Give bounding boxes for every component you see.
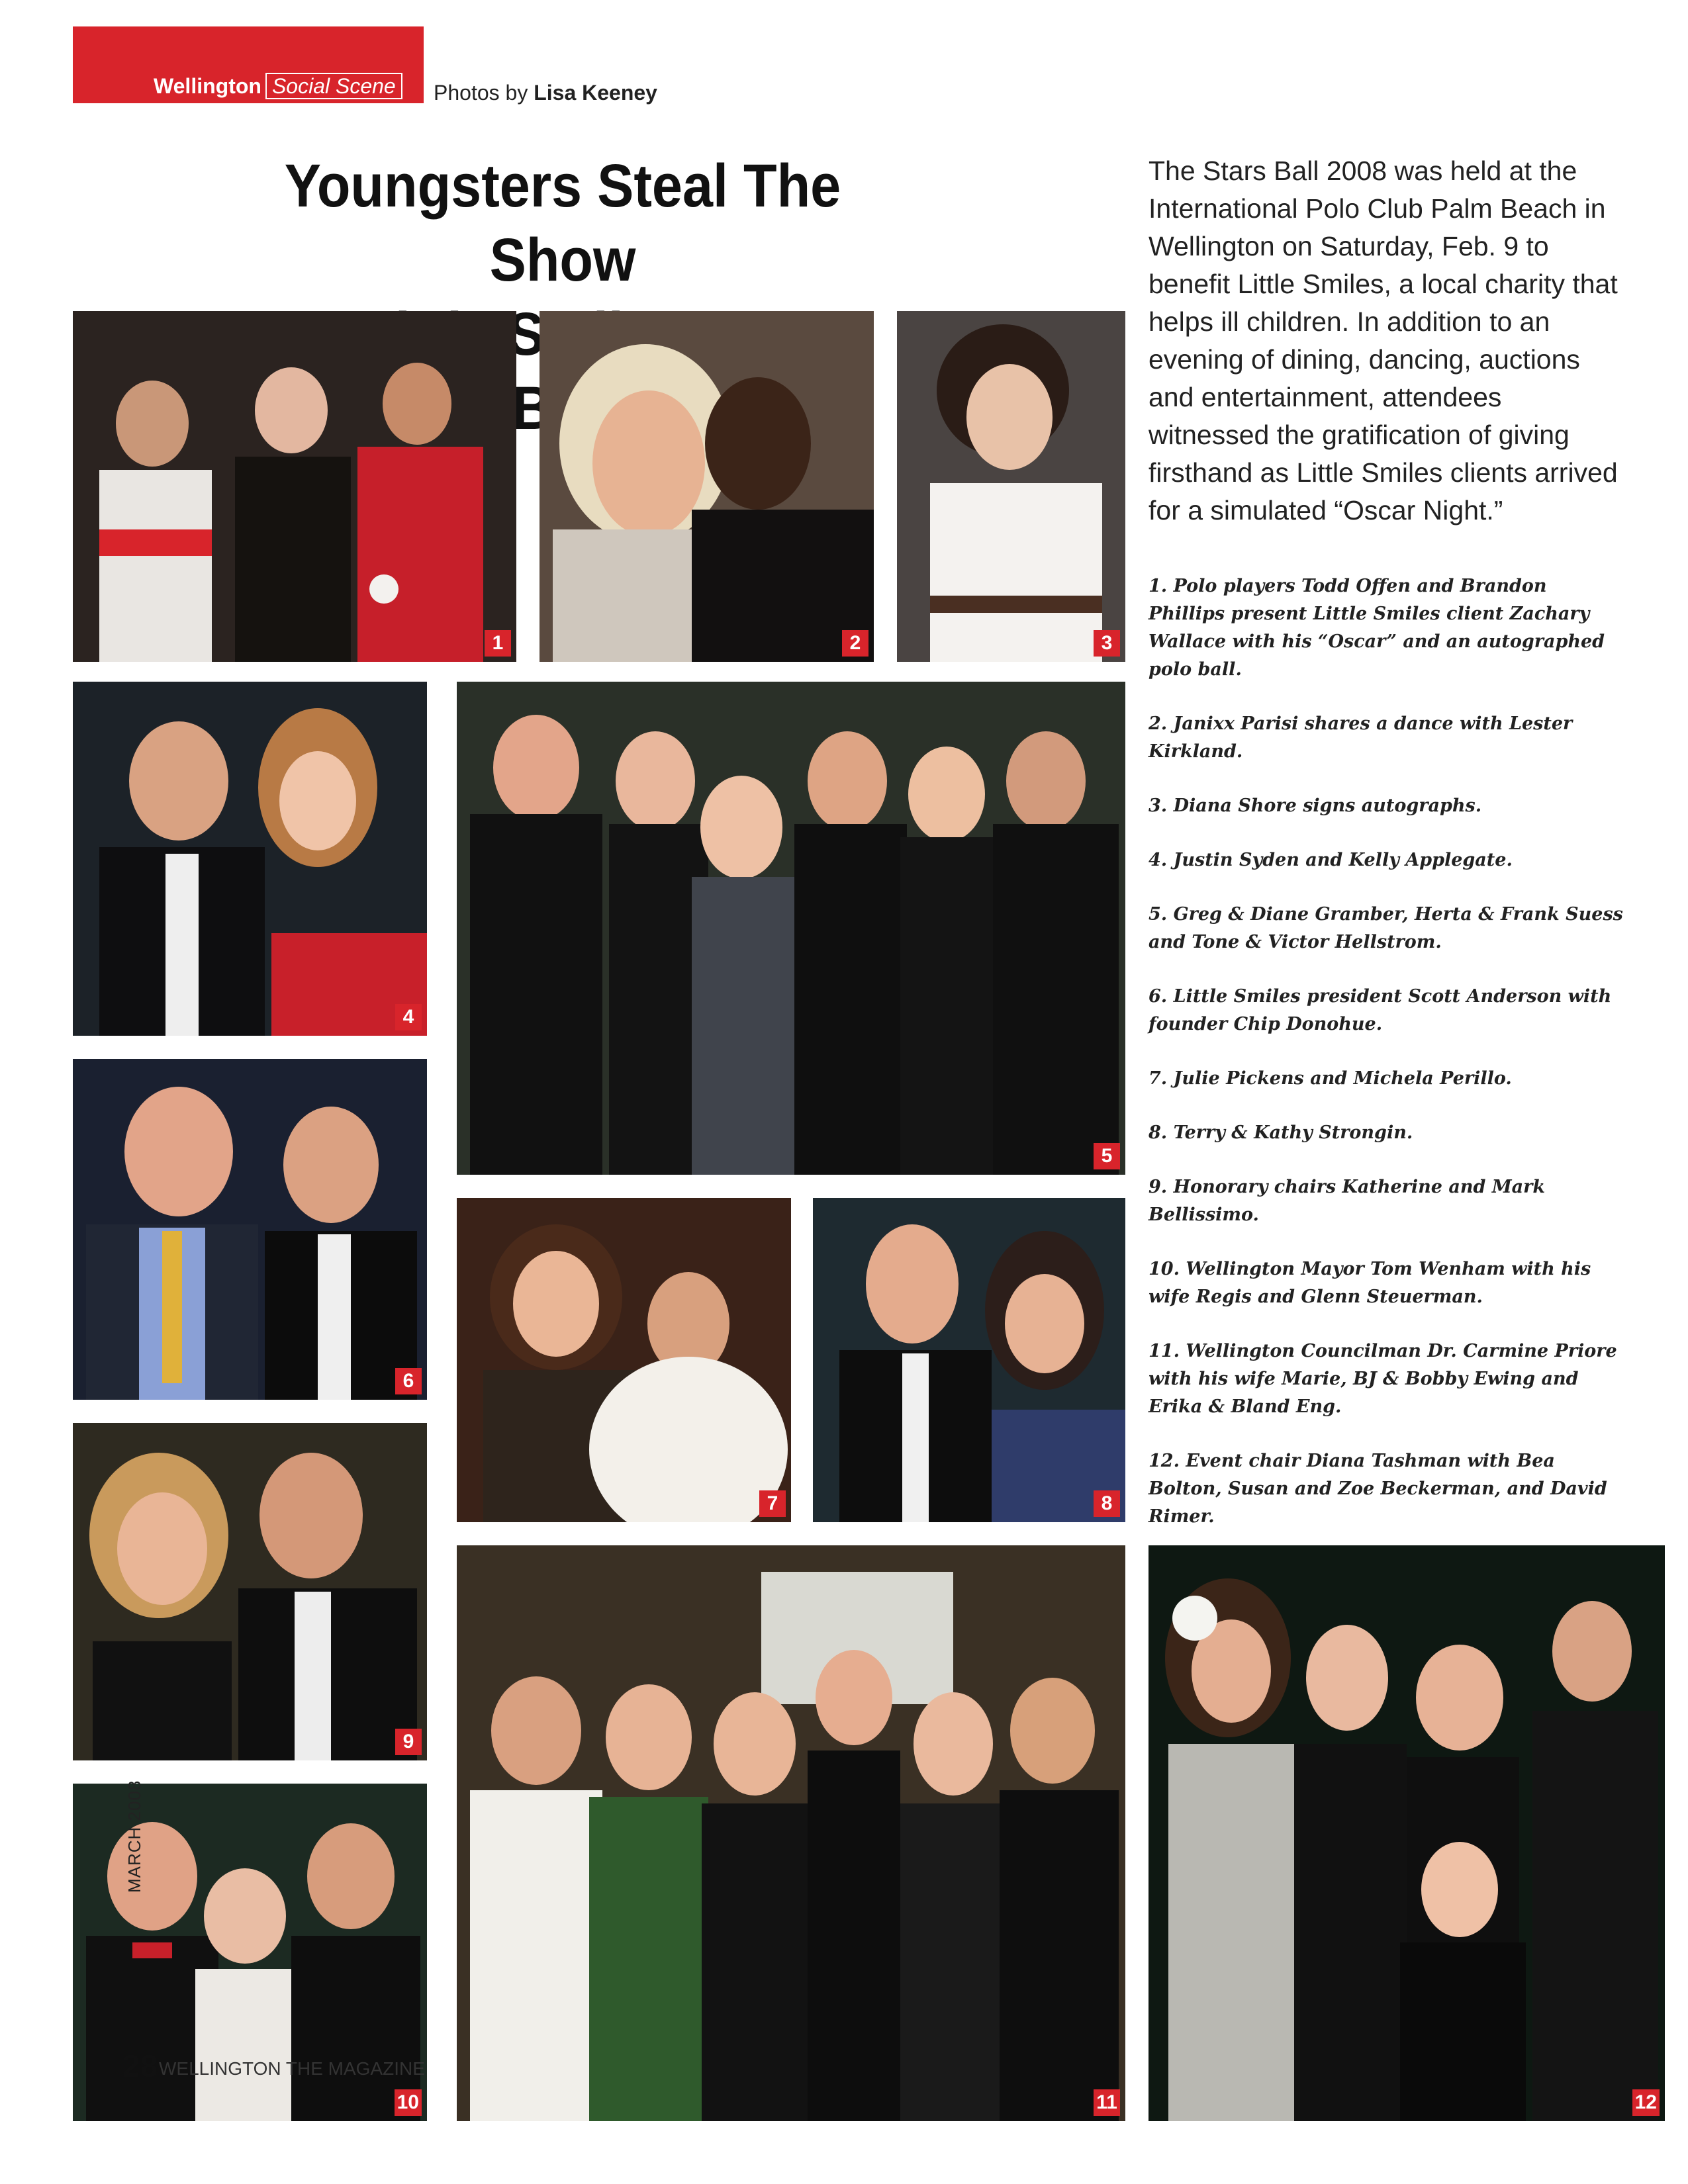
caption-2: 2. Janixx Parisi shares a dance with Lester Kirkland. [1149, 713, 1573, 762]
photo-9 [73, 1423, 427, 1760]
caption-6: 6. Little Smiles president Scott Anderson with founder Chip Donohue. [1149, 986, 1612, 1034]
caption-3: 3. Diana Shore signs autographs. [1149, 796, 1482, 816]
issue-date: MARCH 2008 [124, 1780, 144, 1893]
photo-number-badge: 5 [1094, 1143, 1120, 1169]
photo-number-badge: 11 [1094, 2089, 1120, 2116]
photo-number-badge: 1 [485, 630, 511, 657]
photo-8-scene [813, 1198, 1125, 1522]
caption-9: 9. Honorary chairs Katherine and Mark Bellissimo. [1149, 1177, 1546, 1225]
caption-10: 10. Wellington Mayor Tom Wenham with his wife Regis and Glenn Steuerman. [1149, 1259, 1591, 1307]
photo-captions [1149, 572, 1625, 1557]
photo-number-badge: 12 [1632, 2089, 1660, 2116]
section-title [154, 73, 402, 99]
photo-8 [813, 1198, 1125, 1522]
photo-6 [73, 1059, 427, 1400]
photo-number-badge: 7 [759, 1490, 786, 1517]
page-number: 28 [122, 2049, 158, 2084]
photo-number-badge: 3 [1094, 630, 1120, 657]
photo-credit [434, 79, 657, 106]
photo-3-scene [897, 311, 1125, 662]
photo-credit-prefix: Photos by [434, 81, 528, 105]
photo-12 [1149, 1545, 1665, 2121]
photo-7 [457, 1198, 791, 1522]
caption-7: 7. Julie Pickens and Michela Perillo. [1149, 1068, 1512, 1089]
photo-2 [539, 311, 874, 662]
photo-5 [457, 682, 1125, 1175]
caption-8: 8. Terry & Kathy Strongin. [1149, 1122, 1413, 1143]
headline-line-1: Youngsters Steal The Show [284, 152, 841, 294]
section-name: Wellington [154, 74, 261, 98]
caption-12: 12. Event chair Diana Tashman with Bea Bolton, Susan and Zoe Beckerman, and David Rimer. [1149, 1451, 1607, 1527]
photo-number-badge: 8 [1094, 1490, 1120, 1517]
caption-5: 5. Greg & Diane Gramber, Herta & Frank Suess and Tone & Victor Hellstrom. [1149, 904, 1623, 952]
photo-9-scene [73, 1423, 427, 1760]
photo-1-scene [73, 311, 516, 662]
photo-number-badge: 4 [395, 1004, 422, 1030]
photo-6-scene [73, 1059, 427, 1400]
photographer-name: Lisa Keeney [534, 81, 657, 105]
photo-12-scene [1149, 1545, 1665, 2121]
photo-11 [457, 1545, 1125, 2121]
caption-1: 1. Polo players Todd Offen and Brandon Phillips present Little Smiles client Zachary Wallace with his “Oscar” and an autographed polo ball. [1149, 576, 1605, 680]
photo-number-badge: 6 [395, 1368, 422, 1394]
section-subtitle: Social Scene [265, 73, 402, 99]
photo-11-scene [457, 1545, 1125, 2121]
photo-4 [73, 682, 427, 1036]
photo-1 [73, 311, 516, 662]
caption-4: 4. Justin Syden and Kelly Applegate. [1149, 850, 1513, 870]
photo-7-scene [457, 1198, 791, 1522]
magazine-name: WELLINGTON THE MAGAZINE [159, 2058, 425, 2079]
photo-number-badge: 2 [842, 630, 868, 657]
photo-number-badge: 10 [395, 2089, 422, 2116]
photo-4-scene [73, 682, 427, 1036]
caption-11: 11. Wellington Councilman Dr. Carmine Priore with his wife Marie, BJ & Bobby Ewing and Erika & Bland Eng. [1149, 1341, 1617, 1417]
photo-3 [897, 311, 1125, 662]
photo-5-scene [457, 682, 1125, 1175]
photo-2-scene [539, 311, 874, 662]
article-intro: The Stars Ball 2008 was held at the International Polo Club Palm Beach in Wellington on Saturday, Feb. 9 to benefit Little Smiles, a local charity that helps ill children. In addition to an evening of dining, dancing, auctions and entertainment, attendees witnessed the gratification of giving firsthand as Little Smiles clients arrived for a simulated “Oscar Night.” [1149, 156, 1618, 525]
photo-number-badge: 9 [395, 1729, 422, 1755]
